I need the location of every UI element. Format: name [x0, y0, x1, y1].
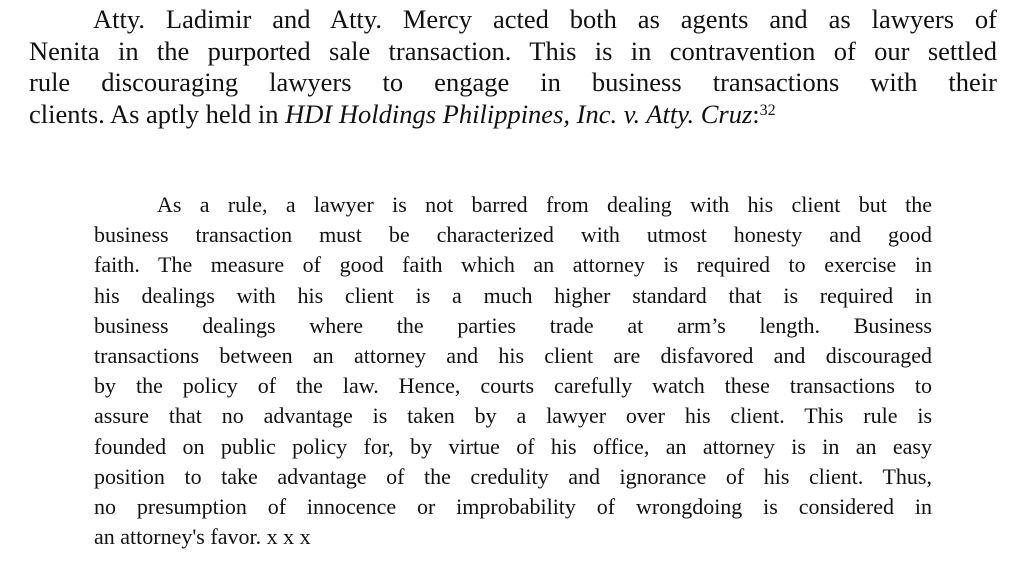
- block-quote: [94, 190, 932, 552]
- quote-line-7: by the policy of the law. Hence, courts carefully watch these transactions to: [94, 373, 932, 399]
- footnote-reference: 32: [759, 101, 776, 119]
- case-name: HDI Holdings Philippines, Inc. v. Atty. Cruz: [285, 98, 753, 129]
- quote-line-8: assure that no advantage is taken by a lawyer over his client. This rule is: [94, 403, 932, 429]
- quote-line-11: no presumption of innocence or improbability of wrongdoing is considered in: [94, 494, 932, 520]
- quote-line-4: his dealings with his client is a much higher standard that is required in: [94, 282, 932, 308]
- main-paragraph-line-2: Nenita in the purported sale transaction. This is in contravention of our settled: [29, 35, 997, 66]
- main-paragraph-line-4: [29, 99, 997, 131]
- quote-line-1: As a rule, a lawyer is not barred from dealing with his client but the: [157, 192, 932, 217]
- main-paragraph: [29, 4, 997, 130]
- quote-line-10: position to take advantage of the credulity and ignorance of his client. Thus,: [94, 463, 932, 489]
- quote-line-9: founded on public policy for, by virtue of his office, an attorney is in an easy: [94, 433, 932, 459]
- main-paragraph-line-1: Atty. Ladimir and Atty. Mercy acted both as agents and as lawyers of: [93, 4, 997, 34]
- quote-line-6: transactions between an attorney and his client are disfavored and discouraged: [94, 343, 932, 369]
- quote-line-3: faith. The measure of good faith which an attorney is required to exercise in: [94, 252, 932, 278]
- main-paragraph-line-3: rule discouraging lawyers to engage in business transactions with their: [29, 67, 997, 97]
- quote-line-5: business dealings where the parties trade at arm’s length. Business: [94, 312, 932, 338]
- case-suffix: :: [752, 98, 760, 129]
- quote-line-12: an attorney's favor. x x x: [94, 524, 311, 550]
- quote-line-2: business transaction must be characterized with utmost honesty and good: [94, 222, 932, 248]
- citation-lead-in: clients. As aptly held in: [29, 98, 286, 129]
